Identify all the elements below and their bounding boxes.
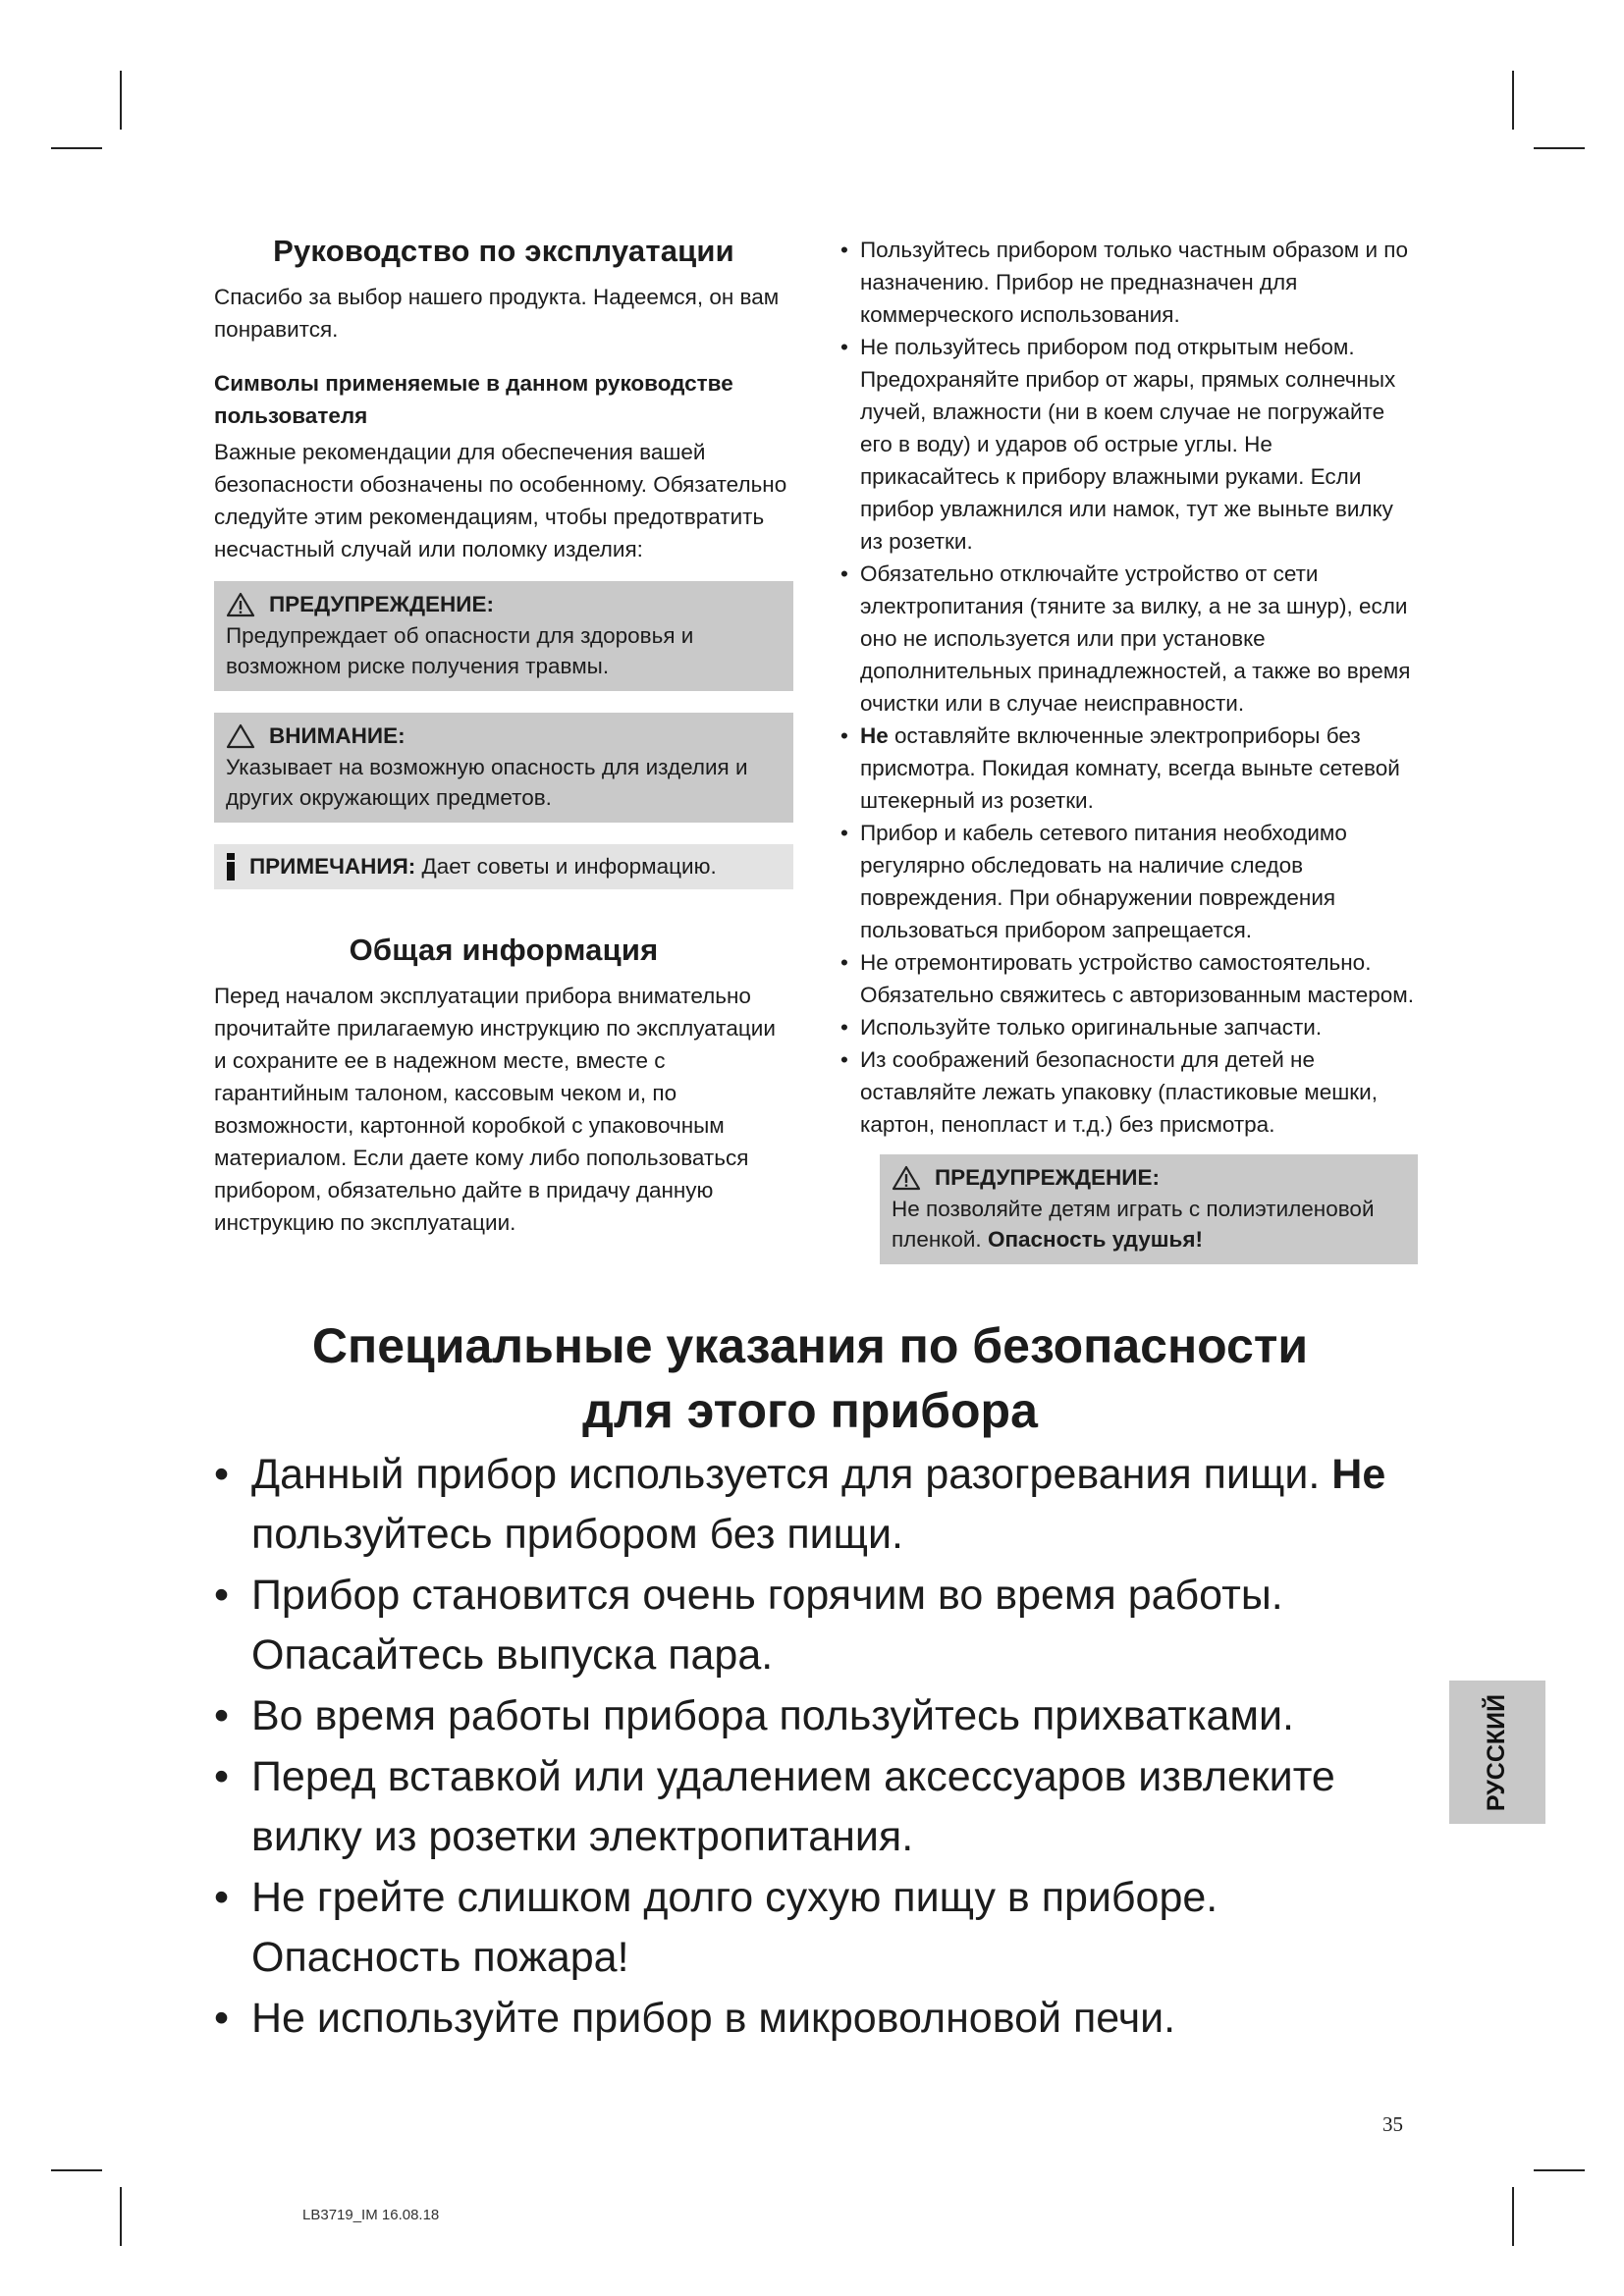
warning-title: ПРЕДУПРЕЖДЕНИЕ: bbox=[269, 592, 494, 616]
attention-title: ВНИМАНИЕ: bbox=[269, 723, 406, 748]
list-item: • Прибор становится очень горячим во время работы. Опасайтесь выпуска пара. bbox=[206, 1566, 1434, 1685]
list-item: • Не отремонтировать устройство самостоятельно. Обязательно свяжитесь с авторизованным мастером. bbox=[837, 946, 1418, 1011]
special-safety-list bbox=[206, 1445, 1434, 2050]
left-column bbox=[214, 234, 793, 1239]
bold-word: Не bbox=[1331, 1451, 1386, 1498]
note-box bbox=[214, 844, 793, 889]
safety-list bbox=[837, 234, 1418, 1141]
list-item: • Обязательно отключайте устройство от сети электропитания (тяните за вилку, а не за шнур), если оно не используется или при установке дополнительных принадлежностей, а также во время очистки или в случае неисправности. bbox=[837, 558, 1418, 720]
crop-mark bbox=[1534, 2169, 1585, 2171]
warning-triangle-icon bbox=[892, 1165, 921, 1191]
crop-mark bbox=[1534, 147, 1585, 149]
attention-box bbox=[214, 713, 793, 823]
warning-bold: Опасность удушья! bbox=[987, 1227, 1203, 1252]
warning-box bbox=[214, 581, 793, 691]
manual-title: Руководство по эксплуатации bbox=[273, 234, 734, 268]
crop-mark bbox=[51, 147, 102, 149]
list-item bbox=[837, 720, 1418, 817]
children-warning-box bbox=[880, 1154, 1418, 1264]
bold-word: Не bbox=[860, 723, 889, 748]
list-item: • Не пользуйтесь прибором под открытым небом. Предохраняйте прибор от жары, прямых солнечных лучей, влажности (ни в коем случае не погружайте его в воду) и ударов об острые углы. Не прикасайтесь к прибору влажными руками. Если прибор увлажнился или намок, тут же выньте вилку из розетки. bbox=[837, 331, 1418, 558]
general-title: Общая информация bbox=[349, 933, 659, 967]
list-item: • Не грейте слишком долго сухую пищу в приборе. Опасность пожара! bbox=[206, 1868, 1434, 1988]
right-column bbox=[837, 234, 1418, 1264]
list-item: • Не используйте прибор в микроволновой печи. bbox=[206, 1989, 1434, 2049]
crop-mark bbox=[51, 2169, 102, 2171]
symbols-heading: Символы применяемые в данном руководстве пользователя bbox=[214, 371, 733, 428]
info-icon bbox=[224, 852, 238, 881]
list-item: • Прибор и кабель сетевого питания необходимо регулярно обследовать на наличие следов повреждения. При обнаружении повреждения пользоваться прибором запрещается. bbox=[837, 817, 1418, 946]
caution-triangle-icon bbox=[226, 723, 255, 749]
intro-text: Спасибо за выбор нашего продукта. Надеемся, он вам понравится. bbox=[214, 285, 780, 342]
warning-text: Не позволяйте детям играть с полиэтиленовой пленкой. Опасность удушья! bbox=[892, 1197, 1375, 1252]
symbols-text: Важные рекомендации для обеспечения вашей безопасности обозначены по особенному. Обязательно следуйте этим рекомендациям, чтобы предотвратить несчастный случай или поломку изделия: bbox=[214, 440, 787, 561]
attention-text: Указывает на возможную опасность для изделия и других окружающих предметов. bbox=[226, 755, 748, 810]
list-item: • Перед вставкой или удалением аксессуаров извлеките вилку из розетки электропитания. bbox=[206, 1747, 1434, 1867]
warning-triangle-icon bbox=[226, 592, 255, 617]
crop-mark bbox=[1512, 71, 1514, 130]
warning-text: Предупреждает об опасности для здоровья и возможном риске получения травмы. bbox=[226, 623, 694, 678]
list-item: • Используйте только оригинальные запчасти. bbox=[837, 1011, 1418, 1043]
note-label: ПРИМЕЧАНИЯ: bbox=[249, 854, 416, 879]
list-item-text: оставляйте включенные электроприборы без присмотра. Покидая комнату, всегда выньте сетевой штекерный из розетки. bbox=[860, 723, 1400, 813]
list-item: • Из соображений безопасности для детей не оставляйте лежать упаковку (пластиковые мешки, картон, пенопласт и т.д.) без присмотра. bbox=[837, 1043, 1418, 1141]
language-tab: РУССКИЙ bbox=[1449, 1681, 1545, 1824]
warning-title: ПРЕДУПРЕЖДЕНИЕ: bbox=[935, 1165, 1160, 1190]
list-item: • Пользуйтесь прибором только частным образом и по назначению. Прибор не предназначен для коммерческого использования. bbox=[837, 234, 1418, 331]
crop-mark bbox=[120, 71, 122, 130]
crop-mark bbox=[120, 2187, 122, 2246]
note-text: Дает советы и информацию. bbox=[415, 854, 717, 879]
special-safety-title: Специальные указания по безопасности для этого прибора bbox=[311, 1318, 1309, 1438]
footer-code: LB3719_IM 16.08.18 bbox=[302, 2207, 440, 2223]
general-text: Перед началом эксплуатации прибора внимательно прочитайте прилагаемую инструкцию по эксплуатации и сохраните ее в надежном месте, вместе с гарантийным талоном, кассовым чеком и, по возможности, картонной коробкой с упаковочным материалом. Если даете кому либо попользоваться прибором, обязательно дайте в придачу данную инструкцию по эксплуатации. bbox=[214, 984, 776, 1235]
crop-mark bbox=[1512, 2187, 1514, 2246]
list-item: • Данный прибор используется для разогревания пищи. Не пользуйтесь прибором без пищи. bbox=[206, 1445, 1434, 1565]
list-item: • Во время работы прибора пользуйтесь прихватками. bbox=[206, 1686, 1434, 1746]
page-number: 35 bbox=[1382, 2112, 1403, 2136]
